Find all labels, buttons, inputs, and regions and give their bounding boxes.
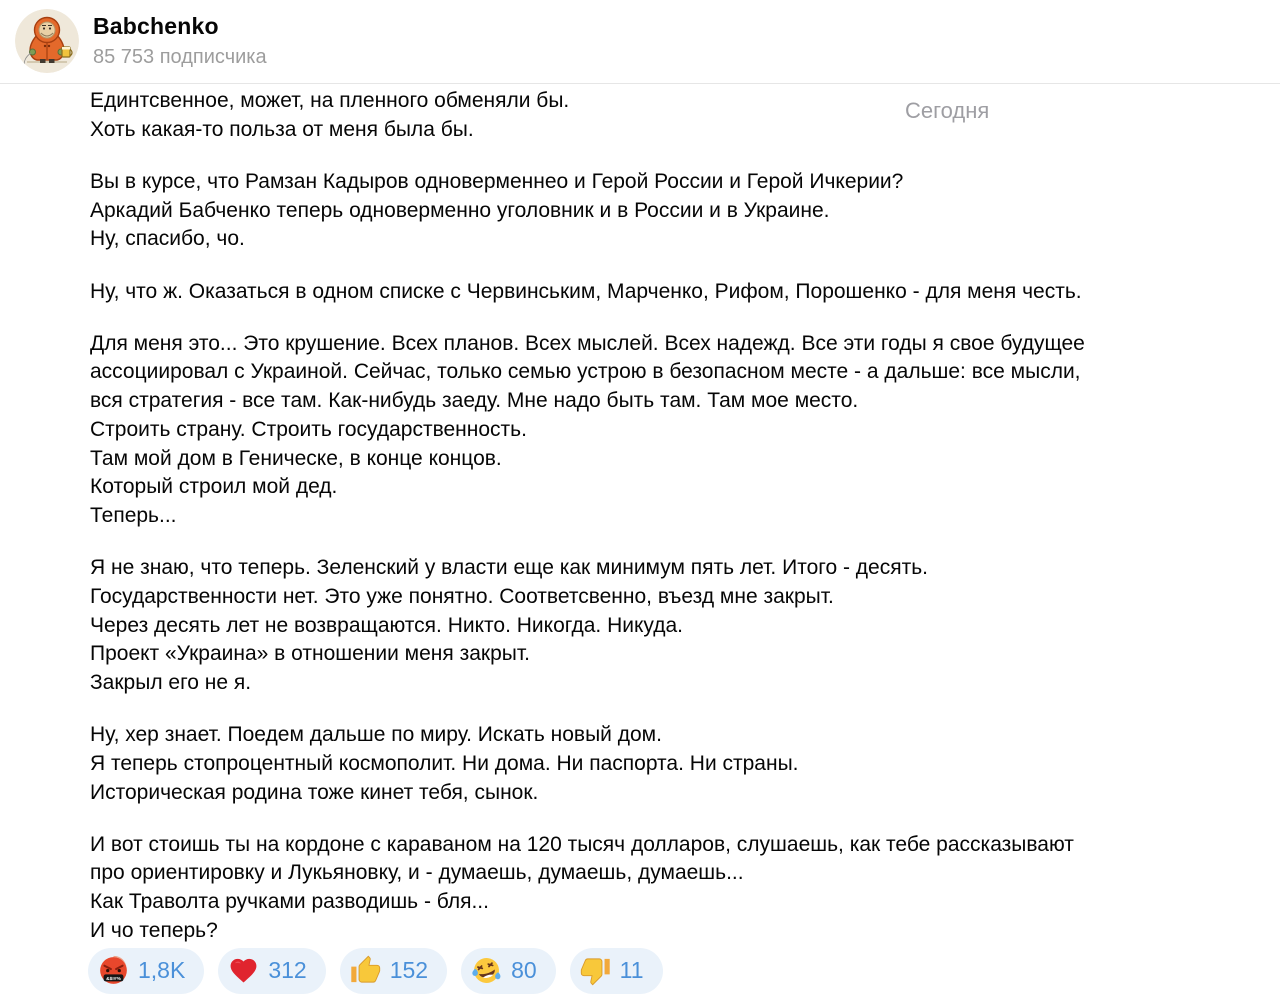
message-line: Ну, спасибо, чо. [90, 227, 245, 251]
thumbs-down-icon [580, 955, 611, 986]
reaction-count: 152 [389, 957, 429, 984]
message-paragraph [90, 721, 1240, 807]
message-line: Строить страну. Строить государственность. [90, 417, 527, 441]
message-text [0, 84, 1280, 946]
channel-name: Babchenko [93, 13, 219, 39]
reaction-count: 1,8K [138, 957, 186, 984]
message-line: про ориентировку и Лукьяновку, и - думаешь, думаешь, думаешь... [90, 861, 744, 885]
message-line: Историческая родина тоже кинет тебя, сынок. [90, 780, 539, 804]
svg-text:&$!#%: &$!#% [106, 976, 121, 982]
message-line: Как Траволта ручками разводишь - бля... [90, 890, 489, 914]
thumbs-up-icon [350, 955, 381, 986]
reaction-rofl-button[interactable] [461, 948, 556, 994]
message-line: Государственности нет. Это уже понятно. Соответсвенно, въезд мне закрыт. [90, 584, 834, 608]
message-line: Хоть какая-то польза от меня была бы. [90, 117, 474, 141]
message-paragraph [90, 330, 1240, 531]
message-line: Закрыл его не я. [90, 670, 252, 694]
reaction-angry-button[interactable] [88, 948, 204, 994]
red-heart-icon [228, 955, 259, 986]
reaction-heart-button[interactable] [218, 948, 325, 994]
message-line: Ну, что ж. Оказаться в одном списке с Червинським, Марченко, Рифом, Порошенко - для меня честь. [90, 279, 1082, 303]
message-line: Аркадий Бабченко теперь одноверменно уголовник и в России и в Украине. [90, 198, 830, 222]
angry-cursing-face-icon [98, 955, 129, 986]
channel-avatar[interactable] [15, 9, 79, 73]
message-line: Я не знаю, что теперь. Зеленский у власти еще как минимум пять лет. Итого - десять. [90, 556, 928, 580]
message-line: Вы в курсе, что Рамзан Кадыров одноверменнео и Герой России и Герой Ичкерии? [90, 169, 904, 193]
rofl-face-icon [471, 955, 502, 986]
message-paragraph [90, 831, 1240, 946]
chat-area [0, 84, 1280, 994]
message-paragraph [90, 87, 1240, 144]
channel-header[interactable] [0, 0, 1280, 84]
avatar-kenny-drawing-icon [15, 9, 79, 73]
message-paragraph [90, 554, 1240, 698]
message-line: Ну, хер знает. Поедем дальше по миру. Искать новый дом. [90, 723, 662, 747]
date-label: Сегодня [905, 98, 990, 123]
reaction-count: 312 [268, 957, 307, 984]
message-line: Там мой дом в Геническе, в конце концов. [90, 446, 502, 470]
reactions-row [0, 948, 1280, 994]
reaction-thumbs-down-button[interactable] [570, 948, 663, 994]
message-line: Я теперь стопроцентный космополит. Ни дома. Ни паспорта. Ни страны. [90, 751, 799, 775]
message-line: Теперь... [90, 503, 177, 527]
reaction-count: 11 [619, 957, 644, 984]
message-line: Проект «Украина» в отношении меня закрыт. [90, 642, 530, 666]
message-paragraph [90, 278, 1240, 307]
message-line: ассоциировал с Украиной. Сейчас, только семью устрою в безопасном месте - а дальше: все мысли, [90, 360, 1081, 384]
message-line: Единтсвенное, может, на пленного обменяли бы. [90, 89, 570, 112]
reaction-thumbs-up-button[interactable] [340, 948, 447, 994]
message-paragraph [90, 168, 1240, 254]
message-line: вся стратегия - все там. Как-нибудь заеду. Мне надо быть там. Там мое место. [90, 389, 859, 413]
reaction-count: 80 [511, 957, 537, 984]
channel-subscriber-count: 85 753 подписчика [93, 46, 267, 68]
message-line: И вот стоишь ты на кордоне с караваном на 120 тысяч долларов, слушаешь, как тебе рассказывают [90, 832, 1074, 856]
message-line: Для меня это... Это крушение. Всех планов. Всех мыслей. Всех надежд. Все эти годы я свое будущее [90, 331, 1085, 355]
message-line: Через десять лет не возвращаются. Никто. Никогда. Никуда. [90, 613, 683, 637]
message-line: И чо теперь? [90, 918, 218, 942]
message-line: Который строил мой дед. [90, 475, 338, 499]
